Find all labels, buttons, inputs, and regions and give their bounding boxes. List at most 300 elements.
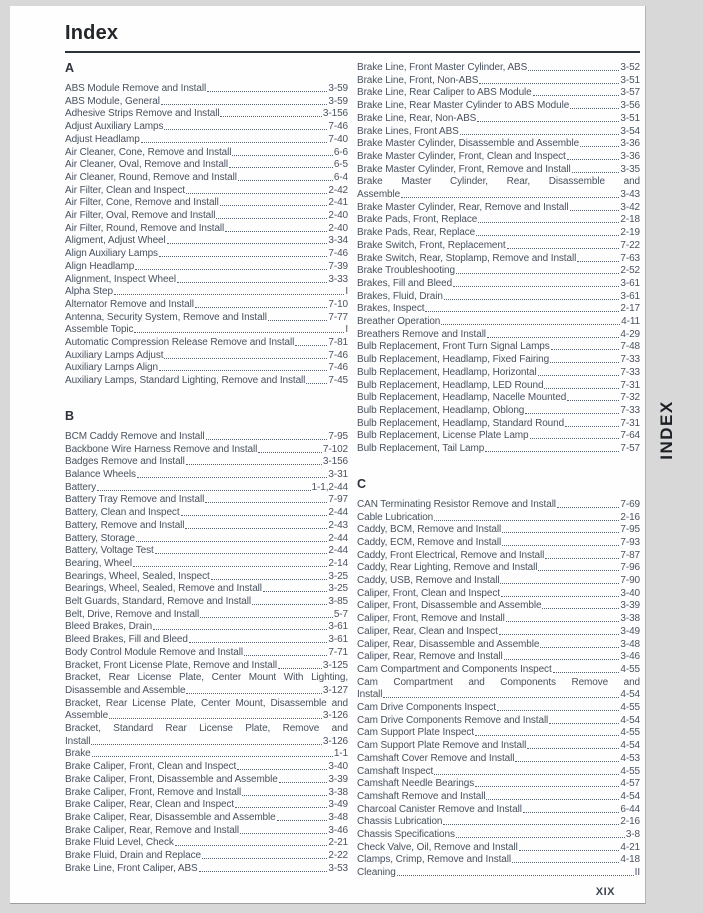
leader-dots: [232, 147, 332, 156]
entry-page: 3-40: [328, 761, 348, 773]
entry-label: Brake Fluid Level, Check: [65, 837, 174, 849]
entry-page: 3-56: [620, 100, 640, 112]
entry-page: 3-61: [328, 634, 348, 646]
entry-row: [65, 324, 348, 337]
page-title: Index: [65, 22, 119, 44]
entry-row: [65, 469, 348, 482]
leader-dots: [199, 863, 328, 872]
entry-page: 3-35: [620, 163, 640, 175]
leader-dots: [279, 774, 328, 783]
leader-dots: [268, 312, 328, 321]
index-entry: [65, 159, 348, 172]
page-number: XIX: [595, 886, 615, 898]
index-entry: [357, 380, 640, 393]
entry-page: 7-33: [620, 404, 640, 416]
entry-row: [357, 702, 640, 715]
entry-label: Brake Caliper, Rear, Remove and Install: [65, 824, 239, 836]
entry-label-line1: Bracket, Rear License Plate, Center Mount, Disassemble and: [65, 697, 348, 709]
entry-label: Clamps, Crimp, Remove and Install: [357, 854, 511, 866]
leader-dots: [159, 362, 327, 371]
index-entry: [357, 202, 640, 215]
entry-row: [357, 867, 640, 880]
leader-dots: [545, 550, 619, 559]
leader-dots: [572, 164, 620, 173]
entry-row: [357, 380, 640, 393]
leader-dots: [444, 291, 620, 300]
entry-label: Badges Remove and Install: [65, 456, 185, 468]
entry-row: [65, 456, 348, 469]
entry-row: [357, 202, 640, 215]
leader-dots: [383, 689, 619, 698]
leader-dots: [557, 499, 619, 508]
entry-label: Auxiliary Lamps Align: [65, 362, 158, 374]
entry-row: [357, 405, 640, 418]
index-entry: [65, 210, 348, 223]
entry-row: [357, 367, 640, 380]
index-entry: [65, 312, 348, 325]
leader-dots: [278, 660, 322, 669]
index-entry: [357, 291, 640, 304]
leader-dots: [186, 185, 327, 194]
entry-page: 2-17: [620, 303, 640, 315]
entry-label: Cleaning: [357, 867, 396, 879]
index-entry: [357, 443, 640, 456]
index-entry: [65, 121, 348, 134]
leader-dots: [277, 812, 328, 821]
entry-label: Body Control Module Remove and Install: [65, 646, 243, 658]
entry-page: 7-63: [620, 252, 640, 264]
entry-page: 5-7: [333, 608, 348, 620]
entry-page: 4-53: [620, 752, 640, 764]
entry-label: Cam Support Plate Inspect: [357, 727, 475, 739]
entry-label: Caliper, Rear, Remove and Install: [357, 651, 503, 663]
leader-dots: [114, 286, 344, 295]
index-entry: [357, 418, 640, 431]
entry-row: [357, 126, 640, 139]
leader-dots: [530, 430, 620, 439]
entry-page: 2-19: [620, 227, 640, 239]
entry-label: Brakes, Fill and Bleed: [357, 277, 453, 289]
entry-label: Air Cleaner, Cone, Remove and Install: [65, 146, 232, 158]
entry-row: [65, 660, 348, 673]
index-entry: [357, 75, 640, 88]
section-heading: C: [357, 476, 367, 491]
entry-page: 2-16: [620, 511, 640, 523]
entry-row: [65, 825, 348, 838]
entry-row: [65, 558, 348, 571]
leader-dots: [528, 62, 619, 71]
entry-row: [357, 265, 640, 278]
entry-page: 7-10: [328, 298, 348, 310]
leader-dots: [92, 748, 333, 757]
index-entry: [357, 62, 640, 75]
entry-page: 3-51: [620, 112, 640, 124]
leader-dots: [544, 380, 619, 389]
entry-label: Install: [357, 689, 383, 701]
entry-page: 3-36: [620, 138, 640, 150]
entry-page: II: [634, 867, 640, 879]
leader-dots: [225, 223, 327, 232]
leader-dots: [205, 494, 327, 503]
entry-label: Bearings, Wheel, Sealed, Inspect: [65, 570, 210, 582]
entry-label: Cable Lubrication: [357, 511, 434, 523]
entry-label: Caddy, ECM, Remove and Install: [357, 536, 502, 548]
index-entry: [357, 588, 640, 601]
index-entry: [357, 430, 640, 443]
entry-row: [357, 740, 640, 753]
entry-row: [357, 62, 640, 75]
entry-page: 2-43: [328, 519, 348, 531]
index-entry: [65, 375, 348, 388]
entry-label: Air Filter, Cone, Remove and Install: [65, 197, 219, 209]
entry-row: [65, 261, 348, 274]
entry-label: Brake Line, Front, Non-ABS: [357, 74, 479, 86]
entry-row: [357, 562, 640, 575]
entry-row: [65, 507, 348, 520]
entry-page: 1-1,2-44: [311, 481, 348, 493]
leader-dots: [195, 299, 328, 308]
entry-label: Brake Lines, Front ABS: [357, 125, 459, 137]
entry-page: 7-96: [620, 562, 640, 574]
leader-dots: [477, 113, 619, 122]
entry-row: [357, 240, 640, 253]
entry-label: Check Valve, Oil, Remove and Install: [357, 841, 518, 853]
entry-page: 7-46: [328, 362, 348, 374]
leader-dots: [485, 443, 619, 452]
index-entry: [357, 278, 640, 291]
title-rule: [65, 51, 640, 53]
entry-row: [65, 248, 348, 261]
entry-page: 3-40: [620, 587, 640, 599]
entry-row: [65, 621, 348, 634]
entry-label: Bulb Replacement, Front Turn Signal Lamps: [357, 341, 550, 353]
entry-row: [65, 609, 348, 622]
entry-label: Chassis Specifications: [357, 829, 455, 841]
leader-dots: [453, 278, 619, 287]
entry-row: [357, 664, 640, 677]
entry-row: [357, 151, 640, 164]
entry-row: [357, 651, 640, 664]
entry-row: [357, 753, 640, 766]
entry-label: Bleed Brakes, Drain: [65, 621, 153, 633]
entry-page: 7-46: [328, 349, 348, 361]
entry-row: [65, 274, 348, 287]
index-entry: [357, 854, 640, 867]
leader-dots: [507, 240, 620, 249]
entry-label: Caddy, USB, Remove and Install: [357, 575, 500, 587]
entry-page: 7-57: [620, 443, 640, 455]
entry-row: [357, 443, 640, 456]
leader-dots: [167, 235, 328, 244]
entry-label: Adjust Auxiliary Lamps: [65, 121, 164, 133]
entry-page: 7-97: [328, 494, 348, 506]
entry-label: Brakes, Fluid, Drain: [357, 290, 443, 302]
entry-row: [357, 639, 640, 652]
index-column-right: [357, 57, 640, 880]
entry-label: Breathers Remove and Install: [357, 328, 486, 340]
leader-dots: [441, 316, 620, 325]
entry-row: [357, 430, 640, 443]
leader-dots: [443, 816, 619, 825]
entry-label: Battery, Remove and Install: [65, 519, 185, 531]
entry-page: 7-48: [620, 341, 640, 353]
index-columns: [65, 57, 640, 880]
entry-row: [357, 512, 640, 525]
leader-dots: [177, 274, 327, 283]
entry-label: Cam Drive Components Remove and Install: [357, 714, 549, 726]
entry-label: Air Filter, Round, Remove and Install: [65, 222, 225, 234]
entry-row: [65, 96, 348, 109]
entry-row: [357, 303, 640, 316]
entry-row: [65, 337, 348, 350]
manual-page: [10, 6, 646, 904]
entry-row: [357, 418, 640, 431]
entry-page: 2-40: [328, 222, 348, 234]
entry-row: [65, 197, 348, 210]
index-entry: [65, 507, 348, 520]
entry-row: [357, 341, 640, 354]
entry-row: [65, 482, 348, 495]
entry-label: Brake Line, Rear, Non-ABS: [357, 112, 477, 124]
entry-row: [65, 583, 348, 596]
entry-page: 4-54: [620, 740, 640, 752]
index-entry: [65, 799, 348, 812]
entry-page: 4-21: [620, 841, 640, 853]
index-entry: [65, 172, 348, 185]
leader-dots: [486, 791, 619, 800]
entry-label: Chassis Lubrication: [357, 816, 443, 828]
leader-dots: [235, 799, 327, 808]
entry-label: Bearings, Wheel, Sealed, Remove and Install: [65, 583, 262, 595]
index-entry: [357, 613, 640, 626]
entry-row: [65, 312, 348, 325]
index-entry: [65, 634, 348, 647]
entry-page: I: [345, 286, 348, 298]
entry-row: [65, 299, 348, 312]
entry-label: Charcoal Canister Remove and Install: [357, 803, 522, 815]
index-entry: [357, 100, 640, 113]
entry-page: 2-21: [328, 837, 348, 849]
leader-dots: [109, 710, 322, 719]
leader-dots: [475, 727, 619, 736]
entry-label: Camshaft Needle Bearings: [357, 778, 475, 790]
entry-label: Brake Pads, Rear, Replace: [357, 227, 476, 239]
entry-label: Bulb Replacement, Headlamp, LED Round: [357, 379, 544, 391]
entry-row: [357, 613, 640, 626]
entry-page: 4-29: [620, 328, 640, 340]
index-entry: [65, 185, 348, 198]
leader-dots: [542, 600, 619, 609]
entry-label: Antenna, Security System, Remove and Install: [65, 311, 267, 323]
index-entry: [357, 512, 640, 525]
entry-label: Brake Line, Front Master Cylinder, ABS: [357, 62, 528, 73]
index-entry: [65, 583, 348, 596]
entry-page: 7-39: [328, 260, 348, 272]
entry-label: Breather Operation: [357, 316, 441, 328]
index-entry: [65, 723, 348, 748]
entry-page: 1-1: [333, 748, 348, 760]
entry-page: 3-43: [620, 189, 640, 201]
index-column-left: [65, 57, 348, 880]
entry-label: Cam Compartment and Components Inspect: [357, 663, 552, 675]
entry-label: Brake Master Cylinder, Front, Clean and Inspect: [357, 150, 566, 162]
leader-dots: [161, 96, 328, 105]
entry-page: 7-45: [328, 375, 348, 387]
entry-page: 7-33: [620, 366, 640, 378]
entry-row: [357, 75, 640, 88]
entry-row: [65, 362, 348, 375]
index-entry: [357, 164, 640, 177]
entry-page: 3-46: [620, 651, 640, 663]
entry-row: [65, 863, 348, 876]
entry-label: Align Auxiliary Lamps: [65, 248, 158, 260]
entry-label: Caddy, BCM, Remove and Install: [357, 524, 502, 536]
entry-label-line1: Bracket, Standard Rear License Plate, Remove and: [65, 723, 348, 735]
leader-dots: [164, 121, 327, 130]
entry-page: 3-61: [620, 277, 640, 289]
entry-row: [357, 392, 640, 405]
entry-page: 4-55: [620, 727, 640, 739]
index-entry: [357, 524, 640, 537]
entry-page: 7-32: [620, 392, 640, 404]
index-entry: [65, 837, 348, 850]
entry-page: 3-156: [322, 108, 348, 120]
entry-row: [357, 804, 640, 817]
leader-dots: [577, 253, 619, 262]
index-entry: [65, 545, 348, 558]
index-entry: [65, 274, 348, 287]
index-entry: [65, 431, 348, 444]
index-entry: [357, 176, 640, 201]
index-entry: [357, 778, 640, 791]
entry-label: Assemble Topic: [65, 324, 134, 336]
entry-label: Bulb Replacement, Headlamp, Fixed Fairing: [357, 354, 550, 366]
index-entry: [357, 575, 640, 588]
index-entry: [65, 660, 348, 673]
leader-dots: [497, 702, 619, 711]
entry-row: [65, 571, 348, 584]
index-entry: [357, 562, 640, 575]
leader-dots: [487, 329, 619, 338]
entry-label: Auxiliary Lamps, Standard Lighting, Remove and Install: [65, 375, 306, 387]
entry-label: Caliper, Rear, Clean and Inspect: [357, 625, 498, 637]
index-entry: [357, 214, 640, 227]
leader-dots: [237, 761, 327, 770]
entry-row: [65, 761, 348, 774]
entry-row: [65, 108, 348, 121]
index-entry: [65, 147, 348, 160]
index-entry: [357, 316, 640, 329]
entry-label: Bracket, Front License Plate, Remove and Install: [65, 659, 277, 671]
entry-row: [65, 799, 348, 812]
leader-dots: [538, 367, 620, 376]
index-entry: [357, 626, 640, 639]
entry-row: [65, 787, 348, 800]
entry-label: Caliper, Front, Remove and Install: [357, 613, 505, 625]
entry-label: Cam Support Plate Remove and Install: [357, 740, 527, 752]
entry-row: [357, 227, 640, 240]
leader-dots: [136, 533, 327, 542]
leader-dots: [137, 469, 328, 478]
leader-dots: [512, 854, 619, 863]
leader-dots: [538, 562, 619, 571]
index-entry: [357, 537, 640, 550]
index-entry: [357, 702, 640, 715]
entry-row: [357, 727, 640, 740]
leader-dots: [527, 740, 619, 749]
entry-label: Camshaft Cover Remove and Install: [357, 752, 515, 764]
index-side-tab: INDEX: [657, 400, 676, 460]
entry-row: [65, 774, 348, 787]
leader-dots: [229, 159, 333, 168]
entry-page: 3-49: [620, 625, 640, 637]
entry-row: [357, 87, 640, 100]
entry-label: Brake Line, Front Caliper, ABS: [65, 862, 198, 874]
entry-label: Air Filter, Clean and Inspect: [65, 184, 185, 196]
leader-dots: [551, 341, 620, 350]
entry-label: Install: [65, 735, 91, 747]
leader-dots: [434, 512, 619, 521]
entry-label: Brake Switch, Rear, Stoplamp, Remove and Install: [357, 252, 577, 264]
leader-dots: [240, 825, 327, 834]
entry-row: [357, 626, 640, 639]
entry-label: Cam Drive Components Inspect: [357, 702, 496, 714]
entry-page: 7-102: [322, 443, 348, 455]
leader-dots: [570, 202, 620, 211]
index-entry: [65, 596, 348, 609]
entry-page: 2-40: [328, 210, 348, 222]
entry-page: 3-48: [620, 638, 640, 650]
index-entry: [357, 804, 640, 817]
index-entry: [65, 850, 348, 863]
entry-page: 3-48: [328, 811, 348, 823]
leader-dots: [500, 575, 619, 584]
index-entry: [65, 299, 348, 312]
index-entry: [65, 324, 348, 337]
index-entry: [357, 113, 640, 126]
leader-dots: [141, 134, 328, 143]
entry-page: 7-33: [620, 354, 640, 366]
entry-page: 3-125: [322, 659, 348, 671]
index-entry: [357, 816, 640, 829]
leader-dots: [207, 83, 327, 92]
index-entry: [357, 677, 640, 702]
index-entry: [65, 286, 348, 299]
leader-dots: [133, 558, 327, 567]
entry-page: 7-71: [328, 646, 348, 658]
leader-dots: [499, 626, 620, 635]
entry-label: Caddy, Front Electrical, Remove and Install: [357, 549, 545, 561]
entry-page: 2-52: [620, 265, 640, 277]
entry-page: 7-90: [620, 575, 640, 587]
entry-page: 7-87: [620, 549, 640, 561]
entry-row: [65, 596, 348, 609]
entry-label: Battery, Clean and Inspect: [65, 507, 180, 519]
index-entry: [65, 558, 348, 571]
leader-dots: [550, 354, 619, 363]
entry-label: Battery, Voltage Test: [65, 545, 154, 557]
entry-page: 7-22: [620, 239, 640, 251]
index-entry: [357, 126, 640, 139]
entry-row: [357, 138, 640, 151]
entry-page: 3-156: [322, 456, 348, 468]
entry-row: [65, 710, 348, 723]
entry-page: 3-39: [620, 600, 640, 612]
entry-page: 7-69: [620, 498, 640, 510]
entry-row: [65, 748, 348, 761]
entry-page: 2-14: [328, 557, 348, 569]
leader-dots: [567, 151, 620, 160]
